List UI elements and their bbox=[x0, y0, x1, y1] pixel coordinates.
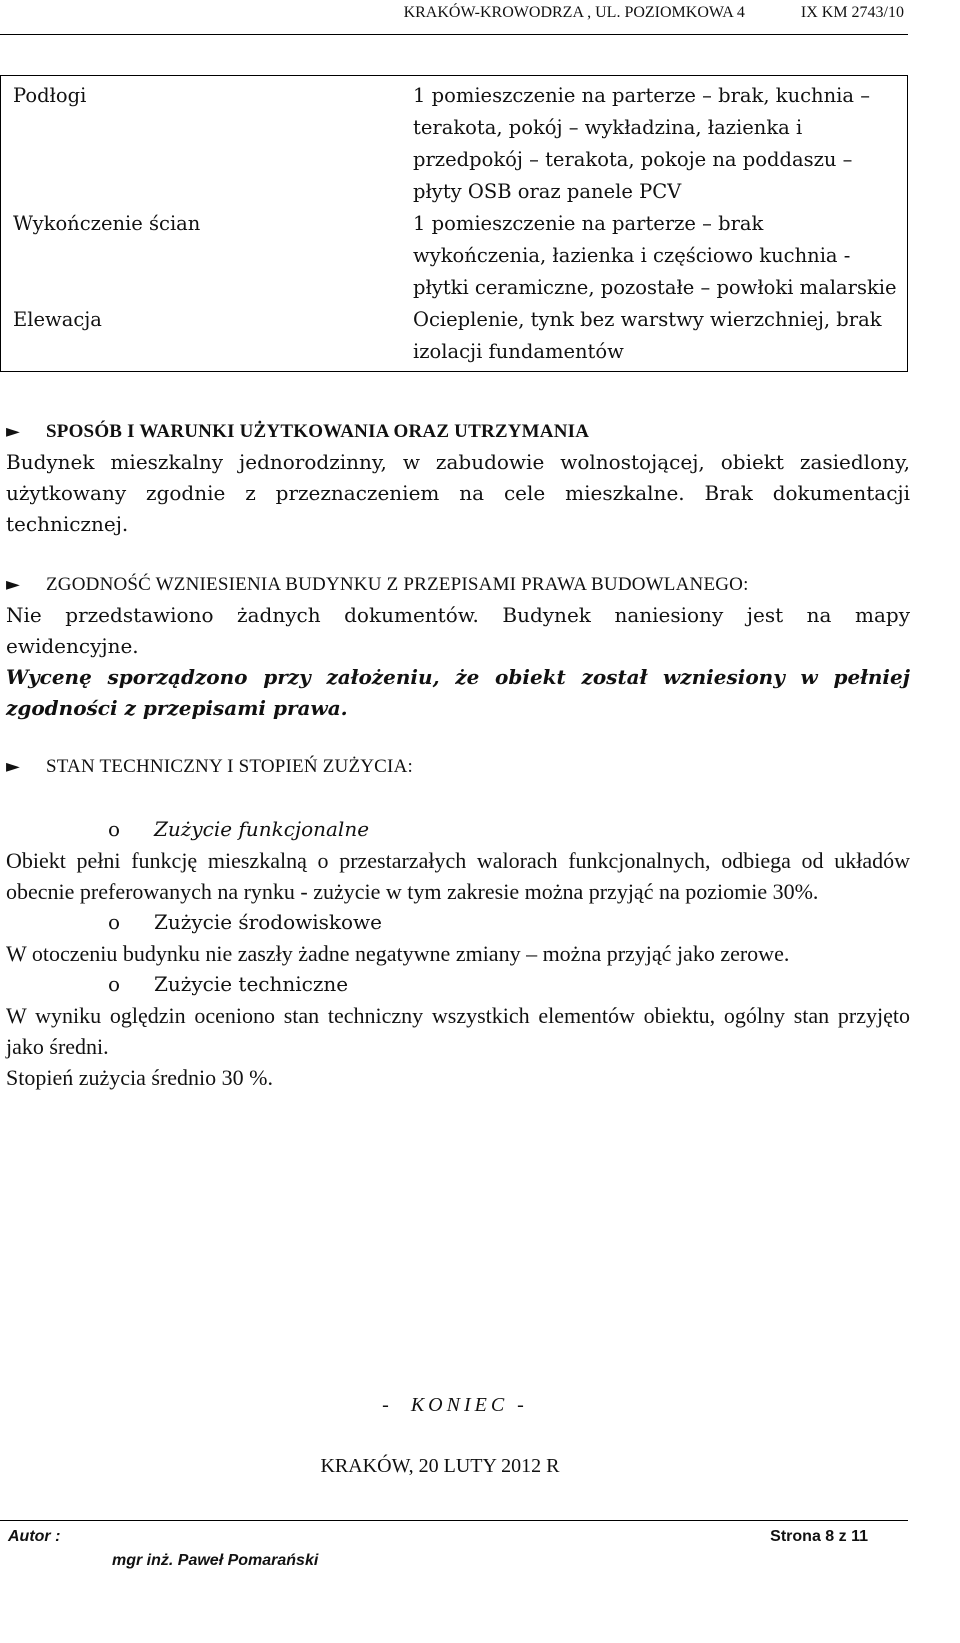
section-heading bbox=[6, 417, 910, 447]
property-label: Podłogi bbox=[13, 84, 87, 107]
property-value: 1 pomieszczenie na parterze – brak, kuchnia – terakota, pokój – wykładzina, łazienka i przedpokój – terakota, pokoje na poddaszu – płyty OSB oraz panele PCV bbox=[413, 84, 870, 203]
wear-item-title bbox=[6, 969, 910, 1000]
triangle-bullet-icon: ► bbox=[6, 756, 20, 777]
place-and-date: KRAKÓW, 20 LUTY 2012 R bbox=[320, 1455, 560, 1477]
condition-heading-text: STAN TECHNICZNY I STOPIEŃ ZUŻYCIA: bbox=[46, 756, 413, 777]
wear-summary: Stopień zużycia średnio 30 %. bbox=[6, 1065, 273, 1090]
compliance-text: Nie przedstawiono żadnych dokumentów. Budynek naniesiony jest na mapy ewidencyjne. bbox=[6, 603, 910, 658]
wear-functional-text: Obiekt pełni funkcję mieszkalną o przestarzałych walorach funkcjonalnych, odbiega od układów obecnie preferowanych na rynku - zużycie w tym zakresie można przyjąć na poziomie 30%. bbox=[6, 848, 910, 904]
triangle-bullet-icon: ► bbox=[6, 574, 20, 595]
page-number: Strona 8 z 11 bbox=[770, 1528, 868, 1545]
table-row bbox=[1, 208, 908, 304]
condition-section bbox=[6, 752, 910, 1093]
property-label: Wykończenie ścian bbox=[13, 212, 201, 235]
circle-bullet-icon: o bbox=[108, 972, 121, 996]
property-value: Ocieplenie, tynk bez warstwy wierzchniej, brak izolacji fundamentów bbox=[413, 308, 882, 363]
end-marker-dash-right: - bbox=[517, 1394, 528, 1416]
page-footer bbox=[0, 1528, 908, 1588]
header-case-number: IX KM 2743/10 bbox=[800, 4, 904, 21]
compliance-heading-text: ZGODNOŚĆ WZNIESIENIA BUDYNKU Z PRZEPISAMI PRAWA BUDOWLANEGO: bbox=[46, 574, 749, 595]
table-row bbox=[1, 304, 908, 372]
wear-technical-title: Zużycie techniczne bbox=[154, 972, 349, 996]
end-marker bbox=[0, 1394, 910, 1417]
end-marker-word: KONIEC bbox=[410, 1394, 509, 1416]
wear-item-title bbox=[6, 907, 910, 938]
wear-functional-title: Zużycie funkcjonalne bbox=[154, 817, 370, 841]
wear-technical-text: W wyniku oględzin oceniono stan techniczny wszystkich elementów obiektu, ogólny stan przyjęto jako średni. bbox=[6, 1003, 910, 1059]
compliance-note: Wycenę sporządzono przy założeniu, że obiekt został wzniesiony w pełniej zgodności z przepisami prawa. bbox=[6, 665, 910, 720]
properties-table bbox=[0, 75, 908, 372]
wear-item-title bbox=[6, 814, 910, 845]
author-name: mgr inż. Paweł Pomarański bbox=[112, 1552, 319, 1569]
section-heading bbox=[6, 570, 910, 600]
table-row bbox=[1, 76, 908, 209]
property-value: 1 pomieszczenie na parterze – brak wykończenia, łazienka i częściowo kuchnia - płytki ceramiczne, pozostałe – powłoki malarskie bbox=[413, 212, 897, 299]
usage-heading-text: SPOSÓB I WARUNKI UŻYTKOWANIA ORAZ UTRZYMANIA bbox=[46, 421, 590, 442]
end-marker-dash-left: - bbox=[382, 1394, 393, 1416]
triangle-bullet-icon: ► bbox=[6, 421, 20, 442]
wear-environmental-text: W otoczeniu budynku nie zaszły żadne negatywne zmiany – można przyjąć jako zerowe. bbox=[6, 941, 790, 966]
property-label: Elewacja bbox=[13, 308, 102, 331]
footer-rule bbox=[0, 1520, 908, 1521]
section-heading bbox=[6, 752, 910, 782]
header-rule bbox=[0, 34, 908, 35]
author-label: Autor : bbox=[8, 1528, 61, 1545]
page-header bbox=[0, 4, 904, 26]
compliance-section bbox=[6, 570, 910, 724]
usage-text: Budynek mieszkalny jednorodzinny, w zabudowie wolnostojącej, obiekt zasiedlony, użytkowany zgodnie z przeznaczeniem na cele mieszkalne. Brak dokumentacji technicznej. bbox=[6, 450, 910, 536]
usage-section bbox=[6, 417, 910, 540]
circle-bullet-icon: o bbox=[108, 817, 121, 841]
header-address: KRAKÓW-KROWODRZA , UL. POZIOMKOWA 4 bbox=[403, 4, 745, 21]
wear-environmental-title: Zużycie środowiskowe bbox=[154, 910, 383, 934]
circle-bullet-icon: o bbox=[108, 910, 121, 934]
